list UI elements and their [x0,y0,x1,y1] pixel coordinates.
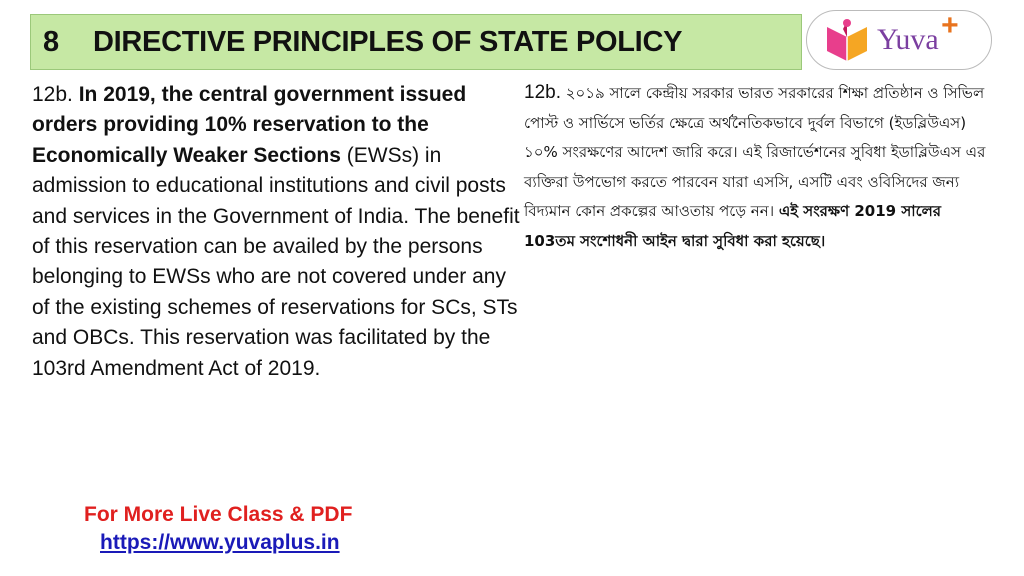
bengali-label: 12b. [524,82,561,103]
yuva-plus-logo [806,10,992,70]
logo-text: Yuva + [877,9,959,56]
bengali-bold-text: এই সংরক্ষণ 2019 সালের 103তম সংশোধনী আইন দ্বারা সুবিধা করা হয়েছে। [524,202,942,250]
page-title: DIRECTIVE PRINCIPLES OF STATE POLICY [93,25,683,58]
footer-promo-text: For More Live Class & PDF [84,503,353,526]
bengali-normal-text: ২০১৯ সালে কেন্দ্রীয় সরকার ভারত সরকারের শিক্ষা প্রতিষ্ঠান ও সিভিল পোস্ট ও সার্ভিসে ভর্তির ক্ষেত্রে অর্থনৈতিকভাবে দুর্বল বিভাগে (ইডব্লিউএস) ১০% সংরক্ষণের আদেশ জারি করে। এই রিজার্ভেশনের সুবিধা ইডাব্লিউএস এর ব্যক্তিরা উপভোগ করতে পারবেন যারা এসসি, এসটি এবং ওবিসিদের জন্য বিদ্যমান কোন প্রকল্পের আওতায় পড়ে নন। [524,84,986,220]
logo-plus-sign: + [941,9,959,42]
bengali-paragraph [524,78,994,256]
english-paragraph [32,80,522,384]
title-banner [30,14,802,70]
english-rest-text: (EWSs) in admission to educational institutions and civil posts and services in the Government of India. The benefit of this reservation can be availed by the persons belonging to EWSs who are not covered under any of the existing schemes of reservations for SCs, STs and OBCs. This reservation was facilitated by the 103rd Amendment Act of 2019. [32,143,520,380]
english-bold-text: In 2019, the central government issued orders providing 10% reservation to the Economically Weaker Sections [32,83,467,167]
section-number: 8 [43,25,60,58]
english-label: 12b. [32,83,73,106]
website-link[interactable]: https://www.yuvaplus.in [100,531,340,554]
pen-logo-icon [821,17,873,63]
